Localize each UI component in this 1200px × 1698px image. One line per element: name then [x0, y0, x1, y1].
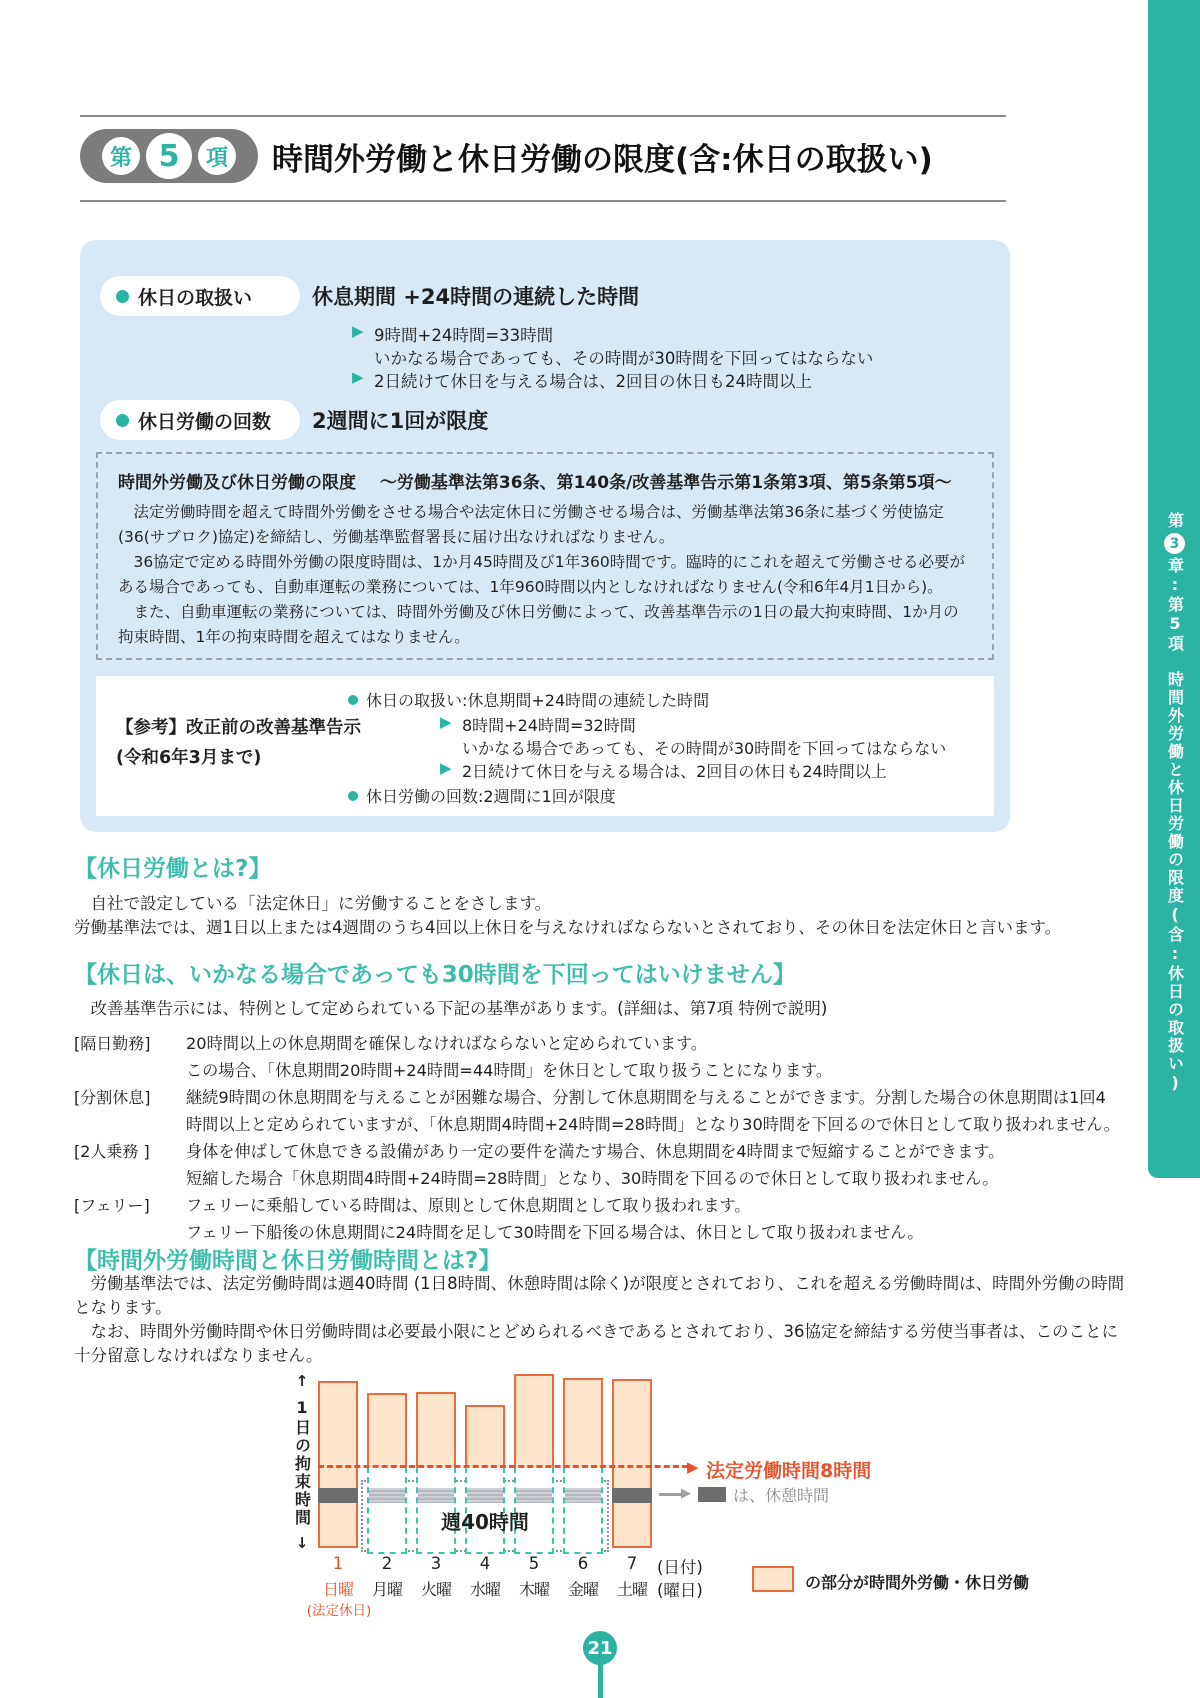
point-line [352, 345, 873, 369]
legal-hours-line [318, 1465, 688, 1468]
break-block [369, 1488, 405, 1503]
day-name: 水曜 [469, 1580, 500, 1599]
arrow-down-icon: ↓ [295, 1534, 309, 1552]
arrow-right-icon: ▶ [681, 1486, 691, 1501]
law-box-paragraphs [118, 500, 974, 650]
section-number-badge [80, 129, 258, 183]
badge-kou: 項 [198, 137, 236, 175]
reference-label-line2: (令和6年3月まで) [116, 748, 262, 768]
break-block [418, 1488, 454, 1503]
paragraph: なお、時間外労働時間や休日労働時間は必要最小限にとどめられるべきであるとされており、36協定を締結する労使当事者は、このことに十分留意しなければなりません。 [74, 1322, 1118, 1365]
bullet-icon [116, 290, 129, 303]
break-legend-label: は、休憩時間 [733, 1486, 830, 1505]
break-legend-connector [659, 1493, 683, 1496]
header-rule-top [80, 115, 1006, 117]
chapter-number-circle: 3 [1164, 533, 1185, 554]
bar-overtime-day-6 [563, 1378, 603, 1467]
day-name: 日曜 [322, 1580, 353, 1599]
point-text: 9時間+24時間=33時間 [374, 326, 554, 345]
day-name: 月曜 [371, 1580, 402, 1599]
item-line: 身体を伸ばして休息できる設備があり一定の要件を満たす場合、休息期間を4時間まで短縮することができます。 [186, 1142, 1005, 1161]
pill-holiday-handling [100, 276, 300, 316]
bar-overtime-day-5 [514, 1374, 554, 1467]
bullet-icon [348, 791, 358, 801]
break-block [565, 1488, 601, 1503]
summary-box [80, 240, 1010, 832]
day-name: 土曜 [616, 1580, 647, 1599]
break-time-swatch [698, 1487, 726, 1502]
paragraph: 改善基準告示には、特例として定められている下記の基準があります。(詳細は、第7項 特例で説明) [74, 999, 828, 1018]
bar-overtime-day-3 [416, 1392, 456, 1467]
triangle-marker-icon: ▶ [352, 368, 364, 386]
law-title-main: 時間外労働及び休日労働の限度 [118, 473, 356, 493]
triangle-marker-icon [440, 736, 462, 759]
paragraph: 労働基準法では、週1日以上または4週間のうち4回以上休日を与えなければならないとされており、その休日を法定休日と言います。 [74, 918, 1062, 937]
law-paragraph: 36協定で定める時間外労働の限度時間は、1か月45時間及び1年360時間です。臨時的にこれを超えて労働させる必要がある場合であっても、自動車運転の業務については、1年960時間以内としなければなりません(令和6年4月1日から)。 [118, 553, 966, 596]
legal-holiday-note: (法定休日) [306, 1603, 372, 1619]
page-number: 21 [587, 1637, 613, 1659]
triangle-marker-icon [352, 345, 374, 369]
chapter-sidebar-label [1164, 512, 1185, 1178]
holiday-handling-heading: 休息期間 +24時間の連続した時間 [312, 285, 640, 309]
point-text: 8時間+24時間=32時間 [462, 716, 636, 735]
day-number: 1 [332, 1554, 344, 1573]
triangle-marker-icon: ▶ [440, 713, 452, 731]
page-number-line [598, 1662, 603, 1698]
day-name: 火曜 [420, 1580, 451, 1599]
list-item [74, 1084, 1130, 1138]
pill-label: 休日の取扱い [138, 286, 253, 309]
triangle-marker-icon: ▶ [440, 759, 452, 777]
point-line [440, 713, 636, 736]
date-axis-note: (日付) [657, 1558, 703, 1577]
item-text [186, 1084, 1120, 1138]
list-item [74, 1138, 1130, 1192]
header-rule-bottom [80, 200, 1006, 202]
section-heading-30h-rule: 【休日は、いかなる場合であっても30時間を下回ってはいけません】 [74, 962, 796, 988]
list-item [74, 1192, 1130, 1246]
week-40h-label: 週40時間 [441, 1510, 529, 1534]
day-number: 5 [528, 1554, 540, 1573]
bar-overtime-day-2 [367, 1393, 407, 1467]
badge-number: 5 [146, 133, 192, 179]
bullet-icon [116, 414, 129, 427]
item-line: フェリーに乗船している時間は、原則として休息期間として取り扱われます。 [186, 1196, 751, 1215]
y-axis-label: 1日の拘束時間 [292, 1397, 312, 1527]
item-label: [隔日勤務] [74, 1034, 151, 1053]
point-text: いかなる場合であっても、その時間が30時間を下回ってはならない [374, 349, 874, 368]
item-line: 時間以上と定められていますが、「休息期間4時間+24時間=28時間」となり30時間を下回るので休日として取り扱われません。 [186, 1115, 1120, 1134]
item-label: [フェリー] [74, 1196, 150, 1215]
paragraph: 労働基準法では、法定労働時間は週40時間 (1日8時間、休憩時間は除く)が限度とされており、これを超える労働時間は、時間外労働の時間となります。 [74, 1274, 1125, 1317]
overtime-legend-label: の部分が時間外労働・休日労働 [805, 1573, 1030, 1592]
day-name: 木曜 [518, 1580, 549, 1599]
reference-box [96, 676, 994, 816]
point-line [352, 368, 812, 392]
pill-label: 休日労働の回数 [138, 410, 272, 433]
item-line: この場合、「休息期間20時間+24時間=44時間」を休日として取り扱うことになります。 [186, 1061, 833, 1080]
item-line: フェリー下船後の休息期間に24時間を足して30時間を下回る場合は、休日として取り扱われません。 [186, 1223, 924, 1242]
break-block [516, 1488, 552, 1503]
holiday-count-heading: 2週間に1回が限度 [312, 409, 489, 433]
weekday-axis-note: (曜日) [657, 1581, 703, 1600]
day-number: 3 [430, 1554, 442, 1573]
item-line: 短縮した場合「休息期間4時間+24時間=28時間」となり、30時間を下回るので休日として取り扱われません。 [186, 1169, 999, 1188]
law-paragraph: また、自動車運転の業務については、時間外労働及び休日労働によって、改善基準告示の1日の最大拘束時間、1か月の拘束時間、1年の拘束時間を超えてはなりません。 [118, 603, 959, 646]
item-line: 継続9時間の休息期間を与えることが困難な場合、分割して休息期間を与えることができます。分割した場合の休息期間は1回4 [186, 1088, 1106, 1107]
arrow-right-icon: ▶ [687, 1458, 699, 1476]
law-limit-box [96, 452, 994, 660]
item-text [186, 1030, 832, 1084]
reference-bullet2 [348, 784, 616, 807]
break-block [318, 1488, 358, 1503]
legal-hours-label: 法定労働時間8時間 [706, 1460, 872, 1482]
bar-overtime-day-4 [465, 1405, 505, 1467]
reference-bullet1 [348, 688, 709, 711]
law-box-title [118, 468, 952, 493]
paragraph: 自社で設定している「法定休日」に労働することをさします。 [74, 894, 552, 913]
chapter-title-vertical: 章:第5項 時間外労働と休日労働の限度(含:休日の取扱い) [1165, 557, 1185, 1094]
bullet-icon [348, 695, 358, 705]
point-line [440, 759, 887, 782]
page-title: 時間外労働と休日労働の限度(含:休日の取扱い) [272, 142, 933, 178]
day-number: 4 [479, 1554, 491, 1573]
arrow-up-icon: ↑ [295, 1372, 309, 1390]
triangle-marker-icon: ▶ [352, 322, 364, 340]
item-label: [2人乗務 ] [74, 1142, 150, 1161]
page-number-badge [583, 1631, 617, 1665]
badge-dai: 第 [102, 137, 140, 175]
pill-holiday-work-count [100, 400, 300, 440]
day-name: 金曜 [567, 1580, 598, 1599]
section-heading-holiday-work: 【休日労働とは?】 [74, 856, 272, 882]
schedule-chart [285, 1370, 1045, 1622]
law-paragraph: 法定労働時間を超えて時間外労働をさせる場合や法定休日に労働させる場合は、労働基準法第36条に基づく労使協定(36(サブロク)協定)を締結し、労働基準監督署長に届け出なければなりません。 [118, 503, 944, 546]
point-text: 2日続けて休日を与える場合は、2回目の休日も24時間以上 [374, 372, 812, 391]
item-text [186, 1138, 1004, 1192]
chapter-prefix: 第 [1165, 512, 1185, 530]
list-item [74, 1030, 1130, 1084]
item-text [186, 1192, 923, 1246]
point-text: いかなる場合であっても、その時間が30時間を下回ってはならない [462, 739, 947, 758]
day-number: 6 [577, 1554, 589, 1573]
point-line [352, 322, 553, 346]
break-block [467, 1488, 503, 1503]
section-heading-overtime: 【時間外労働時間と休日労働時間とは?】 [74, 1248, 502, 1274]
day-number: 2 [381, 1554, 393, 1573]
point-line [440, 736, 946, 759]
law-title-sub: 〜労働基準法第36条、第140条/改善基準告示第1条第3項、第5条第5項〜 [379, 473, 952, 493]
special-case-list [74, 1030, 1130, 1246]
reference-label-line1: 【参考】改正前の改善基準告示 [116, 718, 361, 738]
day-number: 7 [626, 1554, 638, 1573]
bar-day-7 [612, 1379, 652, 1548]
point-text: 2日続けて休日を与える場合は、2回目の休日も24時間以上 [462, 762, 887, 781]
reference-bullet1-text: 休日の取扱い:休息期間+24時間の連続した時間 [366, 691, 710, 710]
overtime-swatch [752, 1566, 794, 1592]
break-block [612, 1488, 652, 1503]
item-line: 20時間以上の休息期間を確保しなければならないと定められています。 [186, 1034, 708, 1053]
reference-bullet2-text: 休日労働の回数:2週間に1回が限度 [366, 787, 616, 806]
item-label: [分割休息] [74, 1088, 151, 1107]
chapter-sidebar [1148, 0, 1200, 1178]
